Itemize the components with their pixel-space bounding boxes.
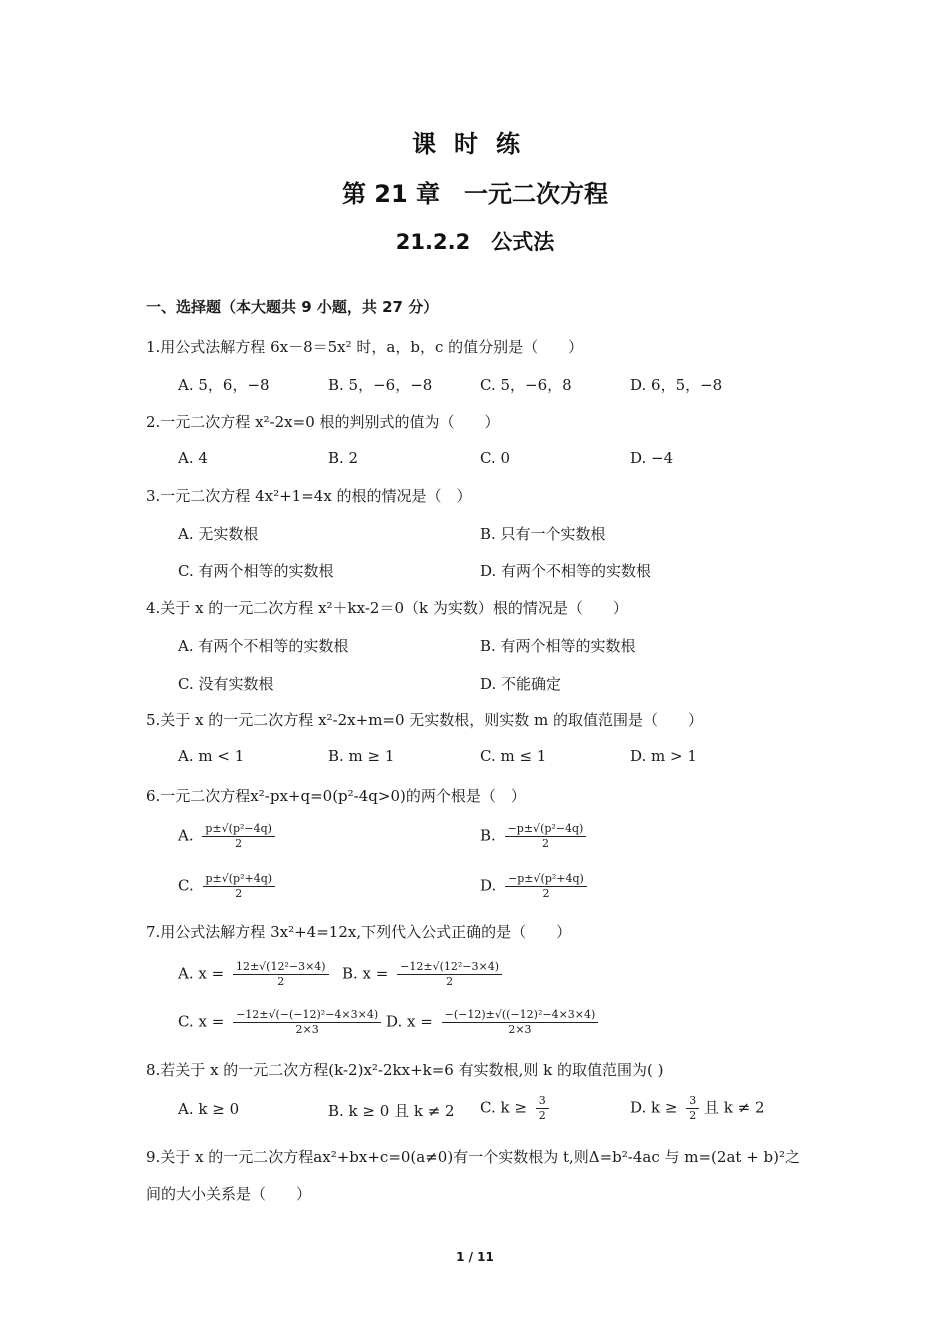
- q4-option-d[interactable]: D. 不能确定: [480, 675, 562, 693]
- part-heading: 一、选择题（本大题共 9 小题，共 27 分）: [146, 298, 439, 316]
- q8-option-b[interactable]: [328, 1100, 455, 1121]
- q6-b-numerator: −p±√(p²−4q): [505, 822, 587, 837]
- q7-c-denominator: 2×3: [295, 1023, 319, 1036]
- question-4-stem: 4.关于 x 的一元二次方程 x²＋kx-2＝0（k 为实数）根的情况是（ ）: [146, 599, 628, 617]
- q2-option-d[interactable]: D. −4: [630, 449, 674, 467]
- q6-option-c[interactable]: [178, 872, 275, 901]
- question-3-stem: 3.一元二次方程 4x²+1=4x 的根的情况是（ ）: [146, 487, 472, 505]
- q4-option-a[interactable]: A. 有两个不相等的实数根: [178, 637, 349, 655]
- q7-d-denominator: 2×3: [508, 1023, 532, 1036]
- doc-title: 课时练: [412, 130, 538, 158]
- q8-d-denominator: 2: [689, 1109, 697, 1122]
- q1-option-a[interactable]: A. 5，6，−8: [178, 376, 270, 394]
- q7-option-d[interactable]: [386, 1008, 598, 1037]
- question-9-stem-continued: 间的大小关系是（ ）: [146, 1185, 312, 1203]
- q7-option-b-label: B. x =: [342, 964, 389, 983]
- question-8-stem: 8.若关于 x 的一元二次方程(k-2)x²-2kx+k=6 有实数根,则 k 的取值范围为( ): [146, 1061, 664, 1079]
- q8-d-numerator: 3: [686, 1094, 699, 1109]
- q6-a-denominator: 2: [235, 837, 243, 850]
- q3-option-a[interactable]: A. 无实数根: [178, 525, 259, 543]
- q6-option-d-fraction: [505, 872, 587, 901]
- q2-option-a[interactable]: A. 4: [178, 449, 208, 467]
- q8-option-b-label: B. k ≥ 0 且 k ≠ 2: [328, 1102, 455, 1120]
- q6-d-numerator: −p±√(p²+4q): [505, 872, 587, 887]
- page-number: 1 / 11: [456, 1250, 494, 1264]
- q7-option-c-fraction: [233, 1008, 381, 1037]
- q8-option-c-label: C. k ≥: [480, 1098, 527, 1117]
- q5-option-c[interactable]: C. m ≤ 1: [480, 747, 547, 765]
- q6-b-denominator: 2: [541, 837, 549, 850]
- q2-option-b[interactable]: B. 2: [328, 449, 359, 467]
- q8-option-d-label: D. k ≥: [630, 1098, 678, 1117]
- q7-a-numerator: 12±√(12²−3×4): [233, 960, 329, 975]
- q6-option-a[interactable]: [178, 822, 275, 851]
- q8-option-d[interactable]: [630, 1094, 765, 1123]
- q8-c-denominator: 2: [538, 1109, 546, 1122]
- q7-b-numerator: −12±√(12²−3×4): [397, 960, 502, 975]
- q6-c-denominator: 2: [235, 887, 243, 900]
- q6-option-d-label: D.: [480, 876, 497, 895]
- q5-option-a[interactable]: A. m < 1: [178, 747, 245, 765]
- chapter-title: 第 21 章 一元二次方程: [341, 180, 609, 208]
- q6-c-numerator: p±√(p²+4q): [203, 872, 276, 887]
- q6-a-numerator: p±√(p²−4q): [202, 822, 275, 837]
- q7-c-numerator: −12±√(−(−12)²−4×3×4): [233, 1008, 381, 1023]
- question-9-stem: 9.关于 x 的一元二次方程ax²+bx+c=0(a≠0)有一个实数根为 t,则Δ=b²-4ac 与 m=(2at + b)²之: [146, 1148, 800, 1166]
- q7-option-b[interactable]: [342, 960, 502, 989]
- q5-option-b[interactable]: B. m ≥ 1: [328, 747, 395, 765]
- q6-option-a-label: A.: [178, 826, 194, 845]
- q4-option-c[interactable]: C. 没有实数根: [178, 675, 274, 693]
- q6-option-a-fraction: [202, 822, 275, 851]
- question-1-stem: 1.用公式法解方程 6x－8＝5x² 时，a，b，c 的值分别是（ ）: [146, 338, 584, 356]
- q8-option-d-fraction: [686, 1094, 699, 1123]
- q3-option-d[interactable]: D. 有两个不相等的实数根: [480, 562, 652, 580]
- question-6-stem: 6.一元二次方程x²-px+q=0(p²-4q>0)的两个根是（ ）: [146, 787, 526, 805]
- q3-option-b[interactable]: B. 只有一个实数根: [480, 525, 606, 543]
- q7-a-denominator: 2: [277, 975, 285, 988]
- q4-option-b[interactable]: B. 有两个相等的实数根: [480, 637, 636, 655]
- question-7-stem: 7.用公式法解方程 3x²+4=12x,下列代入公式正确的是（ ）: [146, 923, 572, 941]
- q8-option-a[interactable]: [178, 1100, 239, 1118]
- q8-c-numerator: 3: [536, 1094, 549, 1109]
- q6-option-c-label: C.: [178, 876, 194, 895]
- q8-option-c-fraction: [536, 1094, 549, 1123]
- q7-option-c[interactable]: [178, 1008, 381, 1037]
- q3-option-c[interactable]: C. 有两个相等的实数根: [178, 562, 334, 580]
- q8-option-c[interactable]: [480, 1094, 549, 1123]
- q6-d-denominator: 2: [542, 887, 550, 900]
- q6-option-c-fraction: [203, 872, 276, 901]
- q1-option-b[interactable]: B. 5，−6，−8: [328, 376, 433, 394]
- q1-option-c[interactable]: C. 5，−6，8: [480, 376, 572, 394]
- q6-option-d[interactable]: [480, 872, 587, 901]
- q7-option-a[interactable]: [178, 960, 329, 989]
- q6-option-b-label: B.: [480, 826, 496, 845]
- q8-option-d-suffix: 且 k ≠ 2: [704, 1098, 765, 1117]
- q7-option-a-fraction: [233, 960, 329, 989]
- q6-option-b-fraction: [505, 822, 587, 851]
- question-5-stem: 5.关于 x 的一元二次方程 x²-2x+m=0 无实数根，则实数 m 的取值范围是（ ）: [146, 711, 704, 729]
- q7-option-c-label: C. x =: [178, 1012, 225, 1031]
- q8-option-a-label: A. k ≥ 0: [178, 1100, 240, 1118]
- question-2-stem: 2.一元二次方程 x²-2x=0 根的判别式的值为（ ）: [146, 413, 500, 431]
- q6-option-b[interactable]: [480, 822, 586, 851]
- section-title: 21.2.2 公式法: [395, 230, 555, 254]
- q7-option-b-fraction: [397, 960, 502, 989]
- q7-b-denominator: 2: [446, 975, 454, 988]
- q2-option-c[interactable]: C. 0: [480, 449, 511, 467]
- q5-option-d[interactable]: D. m > 1: [630, 747, 697, 765]
- q7-option-d-fraction: [442, 1008, 599, 1037]
- q7-d-numerator: −(−12)±√((−12)²−4×3×4): [442, 1008, 599, 1023]
- q7-option-a-label: A. x =: [178, 964, 225, 983]
- q1-option-d[interactable]: D. 6，5，−8: [630, 376, 723, 394]
- q7-option-d-label: D. x =: [386, 1012, 433, 1031]
